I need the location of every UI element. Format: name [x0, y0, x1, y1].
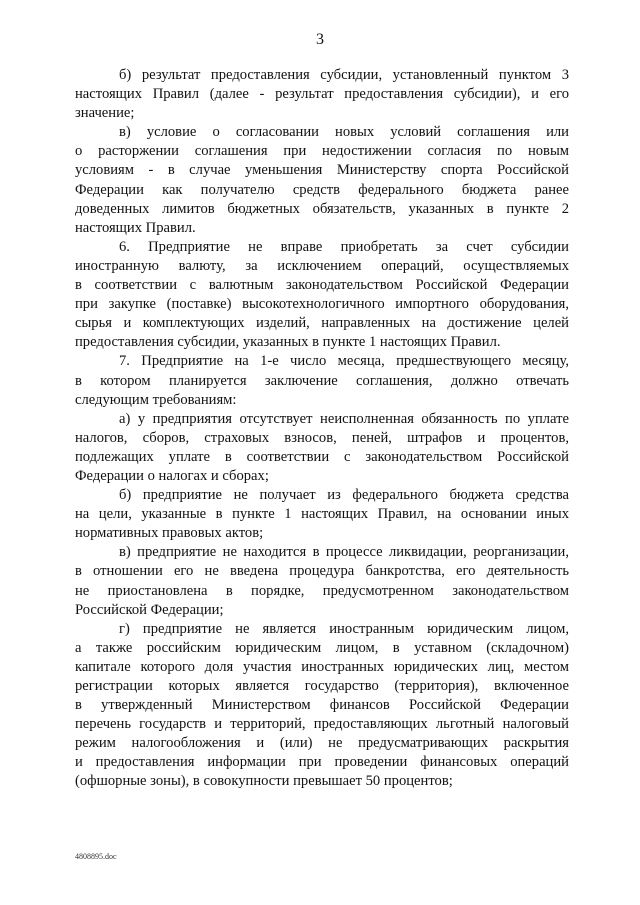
text-line: Федерации о налогах и сборах;: [75, 467, 269, 484]
text-line: в котором планируется заключение соглашения, должно отвечать: [75, 372, 569, 389]
text-line: на цели, указанные в пункте 1 настоящих Правил, на основании иных: [75, 506, 569, 523]
text-line: не приостановлена в порядке, предусмотренном законодательством: [75, 582, 569, 599]
text-line: в) условие о согласовании новых условий соглашения или: [119, 124, 569, 141]
text-line: подлежащих уплате в соответствии с законодательством Российской: [75, 448, 569, 465]
text-line: настоящих Правил (далее - результат предоставления субсидии), и его: [75, 86, 569, 103]
text-line: следующим требованиям:: [75, 391, 237, 408]
page-number: 3: [316, 31, 324, 48]
text-line: 6. Предприятие не вправе приобретать за счет субсидии: [119, 238, 569, 255]
text-line: условиям - в случае уменьшения Министерству спорта Российской: [75, 162, 569, 179]
text-line: б) предприятие не получает из федерального бюджета средства: [119, 487, 569, 504]
text-line: настоящих Правил.: [75, 219, 196, 236]
text-line: при закупке (поставке) высокотехнологичного импортного оборудования,: [75, 296, 569, 313]
text-line: о расторжении соглашения при недостижении согласия по новым: [75, 143, 569, 160]
text-line: в отношении его не введена процедура банкротства, его деятельность: [75, 563, 569, 580]
text-line: г) предприятие не является иностранным юридическим лицом,: [119, 620, 569, 637]
text-line: регистрации которых является государство (территория), включенное: [75, 678, 569, 694]
text-line: в утвержденный Министерством финансов Российской Федерации: [75, 697, 569, 714]
text-line: капитале которого доля участия иностранных юридических лиц, местом: [75, 658, 569, 675]
text-line: б) результат предоставления субсидии, установленный пунктом 3: [119, 67, 569, 83]
text-line: а также российским юридическим лицом, в уставном (складочном): [75, 639, 569, 656]
footer-filename: 4808895.doc: [75, 852, 117, 861]
text-line: налогов, сборов, страховых взносов, пеней, штрафов и процентов,: [75, 429, 569, 446]
text-line: Российской Федерации;: [75, 601, 224, 618]
text-line: нормативных правовых актов;: [75, 525, 264, 542]
text-line: значение;: [75, 105, 135, 122]
text-line: предоставления субсидии, указанных в пункте 1 настоящих Правил.: [75, 334, 501, 351]
document-body: [75, 66, 569, 792]
text-line: сырья и комплектующих изделий, направленных на достижение целей: [75, 315, 569, 332]
text-line: иностранную валюту, за исключением операций, осуществляемых: [75, 257, 569, 274]
text-line: в соответствии с валютным законодательством Российской Федерации: [75, 277, 569, 294]
text-line: 7. Предприятие на 1-е число месяца, предшествующего месяцу,: [119, 353, 569, 370]
text-line: в) предприятие не находится в процессе ликвидации, реорганизации,: [119, 544, 569, 561]
text-line: перечень государств и территорий, предоставляющих льготный налоговый: [75, 716, 569, 733]
text-line: и предоставления информации при проведении финансовых операций: [75, 754, 569, 771]
text-line: Федерации как получателю средств федерального бюджета ранее: [75, 181, 569, 198]
text-line: доведенных лимитов бюджетных обязательств, указанных в пункте 2: [75, 200, 569, 217]
text-line: (офшорные зоны), в совокупности превышает 50 процентов;: [75, 773, 453, 790]
text-line: режим налогообложения и (или) не предусматривающих раскрытия: [75, 735, 569, 752]
text-line: а) у предприятия отсутствует неисполненная обязанность по уплате: [119, 410, 569, 427]
